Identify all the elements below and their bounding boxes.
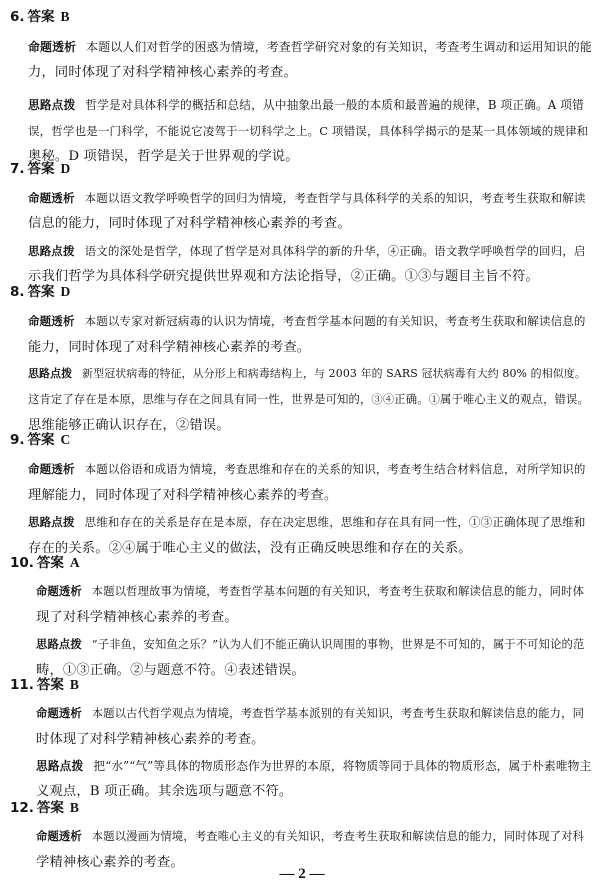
hint-line (28, 513, 586, 531)
hint-label: 思路点拨 (28, 98, 76, 112)
analysis-line (28, 189, 586, 207)
answer-label: 答案 (27, 9, 55, 25)
question-header (10, 677, 79, 693)
hint-text: 误，哲学也是一门科学，不能说它凌驾于一切科学之上。C 项错误，具体科学揭示的是某一具体领域的规律和 (28, 124, 589, 138)
analysis-label: 命题透析 (28, 191, 75, 205)
analysis-line (28, 487, 337, 505)
analysis-line (28, 38, 592, 56)
hint-text: 这肯定了存在是本原，思维与存在之间具有同一性，世界是可知的，③④正确。①属于唯心主义的观点，错误。 (28, 393, 589, 406)
hint-text: 示我们哲学为具体科学研究提供世界观和方法论指导，②正确。①③与题目主旨不符。 (28, 269, 539, 284)
analysis-text: 时体现了对科学精神核心素养的考查。 (36, 732, 265, 747)
analysis-text: 现了对科学精神核心素养的考查。 (36, 610, 238, 625)
analysis-text: 理解能力，同时体现了对科学精神核心素养的考查。 (28, 488, 338, 503)
analysis-text: 本题以漫画为情境，考查唯心主义的有关知识，考查考生获取和解读信息的能力，同时体现了对科 (91, 830, 585, 843)
hint-line (28, 365, 586, 383)
question-number: 10. (10, 555, 34, 571)
analysis-line (36, 731, 265, 749)
analysis-line (28, 64, 297, 82)
answer-choice: D (60, 284, 71, 299)
hint-label: 思路点拨 (36, 759, 84, 773)
question-header (10, 284, 70, 300)
question-header (10, 432, 70, 448)
hint-label: 思路点拨 (36, 638, 82, 651)
question-header (10, 161, 70, 177)
analysis-text: 能力，同时体现了对科学精神核心素养的考查。 (28, 340, 311, 355)
analysis-line (28, 312, 586, 330)
hint-text: 哲学是对具体科学的概括和总结，从中抽象出最一般的本质和最普遍的规律，B 项正确。A 项错 (85, 98, 584, 112)
hint-text: 新型冠状病毒的特征，从分形上和病毒结构上，与 2003 年的 SARS 冠状病毒有大约 80% 的相似度。 (82, 367, 586, 380)
hint-text: 思维能够正确认识存在，②错误。 (28, 418, 230, 433)
answer-choice: B (69, 800, 79, 815)
hint-text: 把“水”“气”等具体的物质形态作为世界的本原，将物质等同于具体的物质形态，属于朴素唯物主 (93, 759, 592, 773)
hint-text: 畴，①③正确。②与题意不符。④表述错误。 (36, 663, 305, 678)
hint-label: 思路点拨 (28, 515, 75, 529)
hint-line (28, 96, 584, 114)
analysis-text: 本题以俗语和成语为情境，考查思维和存在的关系的知识，考查考生结合材料信息，对所学知识的 (84, 462, 586, 476)
question-number: 7. (10, 161, 25, 177)
hint-label: 思路点拨 (28, 367, 73, 380)
answer-label: 答案 (36, 800, 64, 816)
analysis-text: 本题以语文教学呼唤哲学的回归为情境，考查哲学与具体科学的关系的知识，考查考生获取和解读 (84, 191, 586, 205)
analysis-line (36, 583, 584, 601)
hint-text: 存在的关系。②④属于唯心主义的做法，没有正确反映思维和存在的关系。 (28, 541, 472, 556)
hint-text: “子非鱼，安知鱼之乐？”认为人们不能正确认识周围的事物，世界是不可知的，属于不可知论的范 (91, 638, 585, 651)
answer-choice: A (69, 555, 80, 570)
hint-line (36, 636, 584, 654)
question-header (10, 9, 70, 25)
analysis-label: 命题透析 (28, 462, 75, 476)
answer-choice: C (60, 432, 71, 447)
analysis-line (28, 460, 586, 478)
analysis-line (28, 215, 351, 233)
analysis-text: 本题以专家对新冠病毒的认识为情境，考查哲学基本问题的有关知识，考查考生获取和解读信息的 (84, 314, 586, 328)
hint-line (36, 757, 591, 775)
analysis-line (28, 339, 310, 357)
question-number: 9. (10, 432, 25, 448)
analysis-label: 命题透析 (36, 707, 82, 720)
hint-line (28, 268, 539, 286)
answer-label: 答案 (36, 555, 64, 571)
answer-label: 答案 (27, 284, 55, 300)
analysis-text: 学精神核心素养的考查。 (36, 855, 184, 870)
analysis-text: 本题以古代哲学观点为情境，考查哲学基本派别的有关知识，考查考生获取和解读信息的能力，同 (91, 707, 585, 720)
question-number: 6. (10, 9, 25, 25)
hint-line (36, 783, 292, 801)
question-header (10, 555, 80, 571)
analysis-text: 信息的能力，同时体现了对科学精神核心素养的考查。 (28, 216, 351, 231)
hint-label: 思路点拨 (28, 244, 75, 258)
answer-label: 答案 (36, 677, 64, 693)
page-number: — 2 — (279, 866, 325, 882)
analysis-line (36, 705, 584, 723)
analysis-text: 本题以哲理故事为情境，考查哲学基本问题的有关知识，考查考生获取和解读信息的能力，同时体 (91, 585, 585, 598)
analysis-line (36, 828, 584, 846)
analysis-label: 命题透析 (28, 40, 77, 54)
hint-text: 语文的深处是哲学，体现了哲学是对具体科学的新的升华，④正确。语文教学呼唤哲学的回归，启 (84, 244, 586, 258)
answer-choice: B (60, 9, 70, 24)
answer-label: 答案 (27, 161, 55, 177)
analysis-text: 力，同时体现了对科学精神核心素养的考查。 (28, 65, 297, 80)
hint-line (28, 391, 589, 409)
hint-text: 思维和存在的关系是存在是本原，存在决定思维，思维和存在具有同一性，①③正确体现了思维和 (84, 515, 586, 529)
question-number: 8. (10, 284, 25, 300)
hint-line (28, 242, 586, 260)
answer-label: 答案 (27, 432, 55, 448)
analysis-line (36, 609, 238, 627)
hint-line (28, 540, 472, 558)
answer-choice: B (69, 677, 79, 692)
answer-choice: D (60, 161, 71, 176)
analysis-label: 命题透析 (28, 314, 75, 328)
analysis-label: 命题透析 (36, 585, 82, 598)
analysis-label: 命题透析 (36, 830, 82, 843)
hint-text: 奥秘。D 项错误，哲学是关于世界观的学说。 (28, 149, 299, 164)
analysis-text: 本题以人们对哲学的困惑为情境，考查哲学研究对象的有关知识，考查考生调动和运用知识的能 (86, 40, 592, 54)
question-number: 12. (10, 800, 34, 816)
hint-text: 义观点，B 项正确。其余选项与题意不符。 (36, 784, 293, 799)
question-header (10, 800, 79, 816)
question-number: 11. (10, 677, 34, 693)
hint-line (28, 122, 588, 140)
